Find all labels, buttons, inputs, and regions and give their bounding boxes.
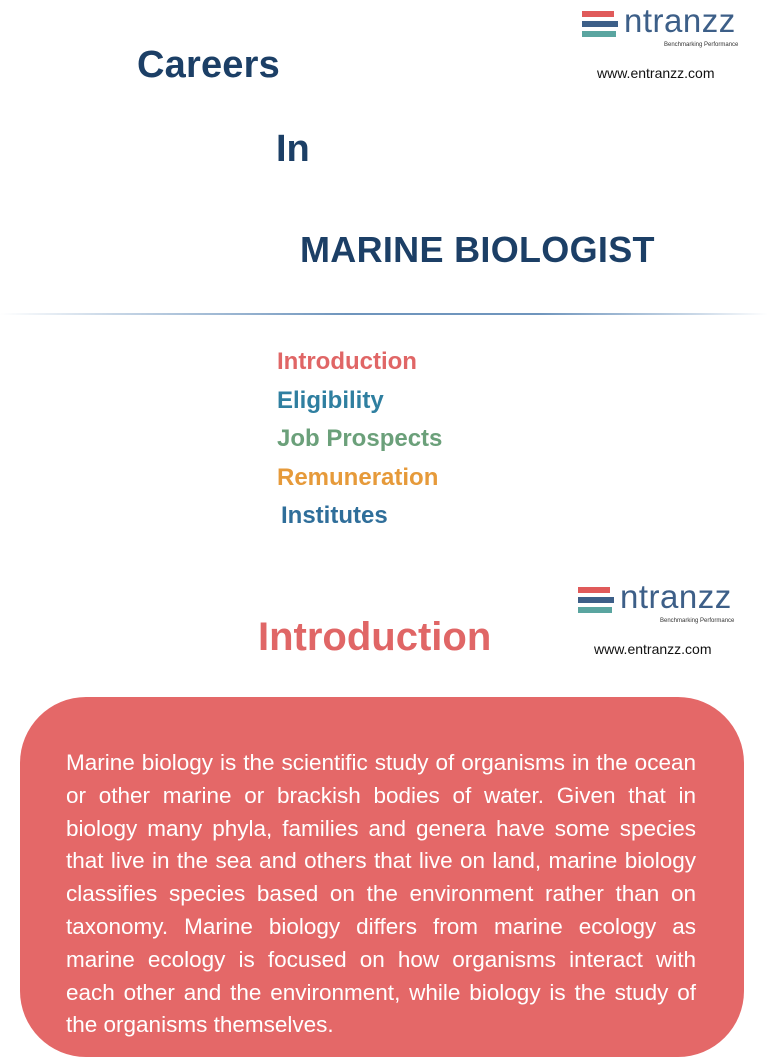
entranzz-logo-2 <box>578 578 758 645</box>
toc-institutes[interactable]: Institutes <box>281 502 388 529</box>
toc-remuneration[interactable]: Remuneration <box>277 463 439 491</box>
introduction-body: Marine biology is the scientific study of organisms in the ocean or other marine or brackish bodies of water. Given that in biology many phyla, families and genera have some species that live in the sea and others that live on land, marine biology classifies species based on the environment rather than on taxonomy. Marine biology differs from marine ecology as marine ecology is focused on how organisms interact with each other and the environment, while biology is the study of the organisms themselves. <box>66 750 696 1038</box>
logo-tagline: Benchmarking Performance <box>664 42 739 48</box>
title-in: In <box>276 128 310 170</box>
website-link-2[interactable]: www.entranzz.com <box>594 641 712 657</box>
table-of-contents <box>277 346 442 539</box>
toc-job-prospects[interactable]: Job Prospects <box>277 425 443 452</box>
website-link[interactable]: www.entranzz.com <box>597 65 715 81</box>
entranzz-logo-icon <box>578 585 616 617</box>
logo-tagline: Benchmarking Performance <box>660 618 735 624</box>
title-marine-biologist: MARINE BIOLOGIST <box>300 229 655 270</box>
title-slide <box>0 0 768 316</box>
divider <box>0 313 768 315</box>
toc-eligibility[interactable]: Eligibility <box>277 386 384 414</box>
title-careers: Careers <box>137 44 280 86</box>
logo-wordmark: ntranzz <box>624 2 736 39</box>
entranzz-logo <box>582 2 762 69</box>
entranzz-logo-icon <box>582 9 620 41</box>
toc-introduction[interactable]: Introduction <box>277 348 417 375</box>
logo-wordmark: ntranzz <box>620 578 732 615</box>
introduction-heading: Introduction <box>258 615 492 659</box>
